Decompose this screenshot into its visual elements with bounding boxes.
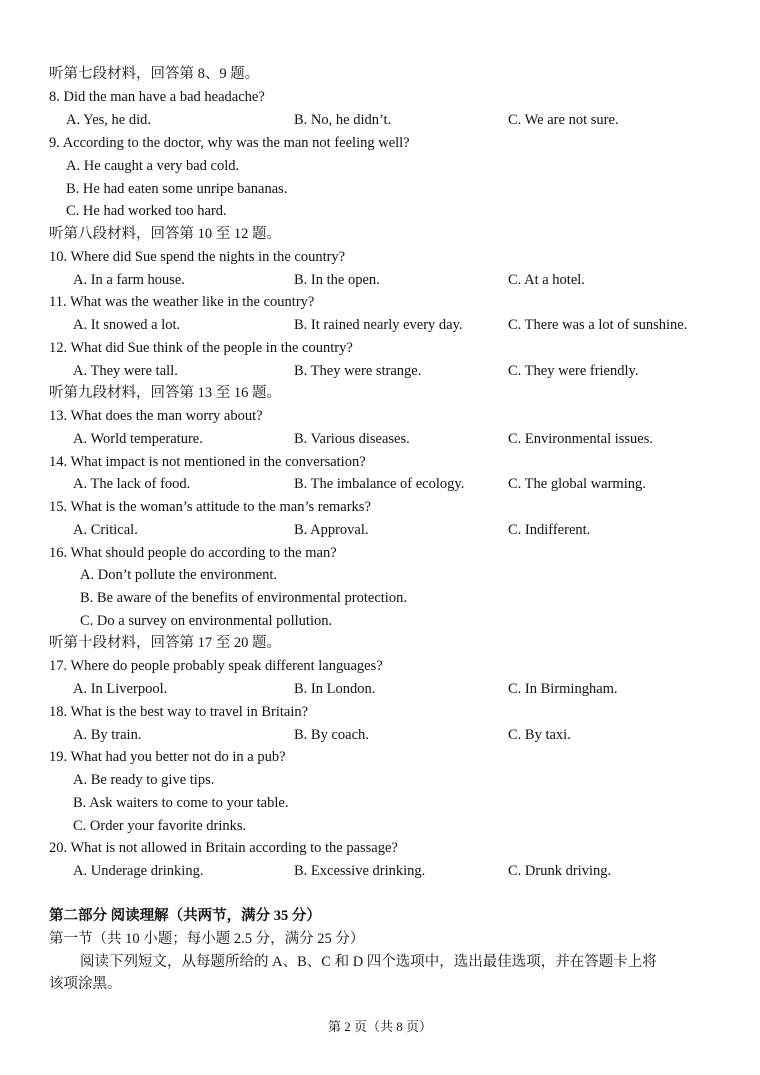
option-c: C. We are not sure.	[508, 112, 619, 128]
option-b: B. In the open.	[294, 272, 380, 288]
question-text: 12. What did Sue think of the people in the country?	[49, 340, 353, 356]
question-text: 20. What is not allowed in Britain according to the passage?	[49, 840, 398, 856]
option-a: A. Critical.	[73, 522, 138, 538]
option-a: A. World temperature.	[73, 431, 203, 447]
option-a: A. Yes, he did.	[66, 112, 151, 128]
option-c: C. The global warming.	[508, 476, 646, 492]
option-b: B. By coach.	[294, 727, 369, 743]
option-a: A. Be ready to give tips.	[73, 772, 215, 788]
option-b: B. Be aware of the benefits of environmental protection.	[80, 590, 407, 606]
option-a: A. It snowed a lot.	[73, 317, 181, 333]
option-c: C. Order your favorite drinks.	[73, 818, 247, 834]
option-b: B. In London.	[294, 681, 376, 697]
option-a: A. By train.	[73, 727, 142, 743]
part-title: 第二部分 阅读理解（共两节，满分 35 分）	[49, 908, 321, 924]
instruction-text-continued: 该项涂黑。	[49, 976, 122, 992]
option-c: C. Drunk driving.	[508, 863, 612, 879]
option-c: C. By taxi.	[508, 727, 571, 743]
option-b: B. It rained nearly every day.	[294, 317, 463, 333]
option-a: A. In Liverpool.	[73, 681, 168, 697]
section-header: 听第十段材料，回答第 17 至 20 题。	[49, 635, 281, 651]
option-a: A. Don’t pollute the environment.	[80, 567, 278, 583]
question-text: 19. What had you better not do in a pub?	[49, 749, 286, 765]
option-b: B. He had eaten some unripe bananas.	[66, 181, 288, 197]
question-text: 15. What is the woman’s attitude to the man’s remarks?	[49, 499, 371, 515]
option-c: C. Environmental issues.	[508, 431, 653, 447]
question-text: 18. What is the best way to travel in Britain?	[49, 704, 309, 720]
question-text: 13. What does the man worry about?	[49, 408, 263, 424]
option-c: C. Do a survey on environmental pollution.	[80, 613, 333, 629]
option-b: B. Approval.	[294, 522, 369, 538]
option-c: C. There was a lot of sunshine.	[508, 317, 688, 333]
option-c: C. At a hotel.	[508, 272, 585, 288]
option-b: B. Excessive drinking.	[294, 863, 426, 879]
question-text: 14. What impact is not mentioned in the conversation?	[49, 454, 366, 470]
option-c: C. In Birmingham.	[508, 681, 618, 697]
instruction-text: 阅读下列短文，从每题所给的 A、B、C 和 D 四个选项中，选出最佳选项，并在答题卡上将	[80, 954, 657, 970]
option-a: A. In a farm house.	[73, 272, 185, 288]
option-c: C. They were friendly.	[508, 363, 639, 379]
question-text: 8. Did the man have a bad headache?	[49, 89, 265, 105]
option-a: A. The lack of food.	[73, 476, 191, 492]
question-text: 10. Where did Sue spend the nights in the country?	[49, 249, 346, 265]
section-header: 听第八段材料，回答第 10 至 12 题。	[49, 226, 281, 242]
option-b: B. The imbalance of ecology.	[294, 476, 465, 492]
option-c: C. Indifferent.	[508, 522, 591, 538]
question-text: 17. Where do people probably speak different languages?	[49, 658, 383, 674]
question-text: 16. What should people do according to the man?	[49, 545, 337, 561]
option-b: B. No, he didn’t.	[294, 112, 392, 128]
section-subtitle: 第一节（共 10 小题；每小题 2.5 分，满分 25 分）	[49, 931, 365, 947]
option-c: C. He had worked too hard.	[66, 203, 227, 219]
question-text: 9. According to the doctor, why was the man not feeling well?	[49, 135, 410, 151]
option-b: B. Various diseases.	[294, 431, 410, 447]
question-text: 11. What was the weather like in the country?	[49, 294, 315, 310]
section-header: 听第九段材料，回答第 13 至 16 题。	[49, 385, 281, 401]
section-header: 听第七段材料，回答第 8、9 题。	[49, 66, 260, 82]
option-a: A. They were tall.	[73, 363, 178, 379]
option-b: B. Ask waiters to come to your table.	[73, 795, 289, 811]
option-a: A. He caught a very bad cold.	[66, 158, 240, 174]
option-a: A. Underage drinking.	[73, 863, 204, 879]
page-number: 第 2 页（共 8 页）	[327, 1019, 432, 1034]
option-b: B. They were strange.	[294, 363, 422, 379]
